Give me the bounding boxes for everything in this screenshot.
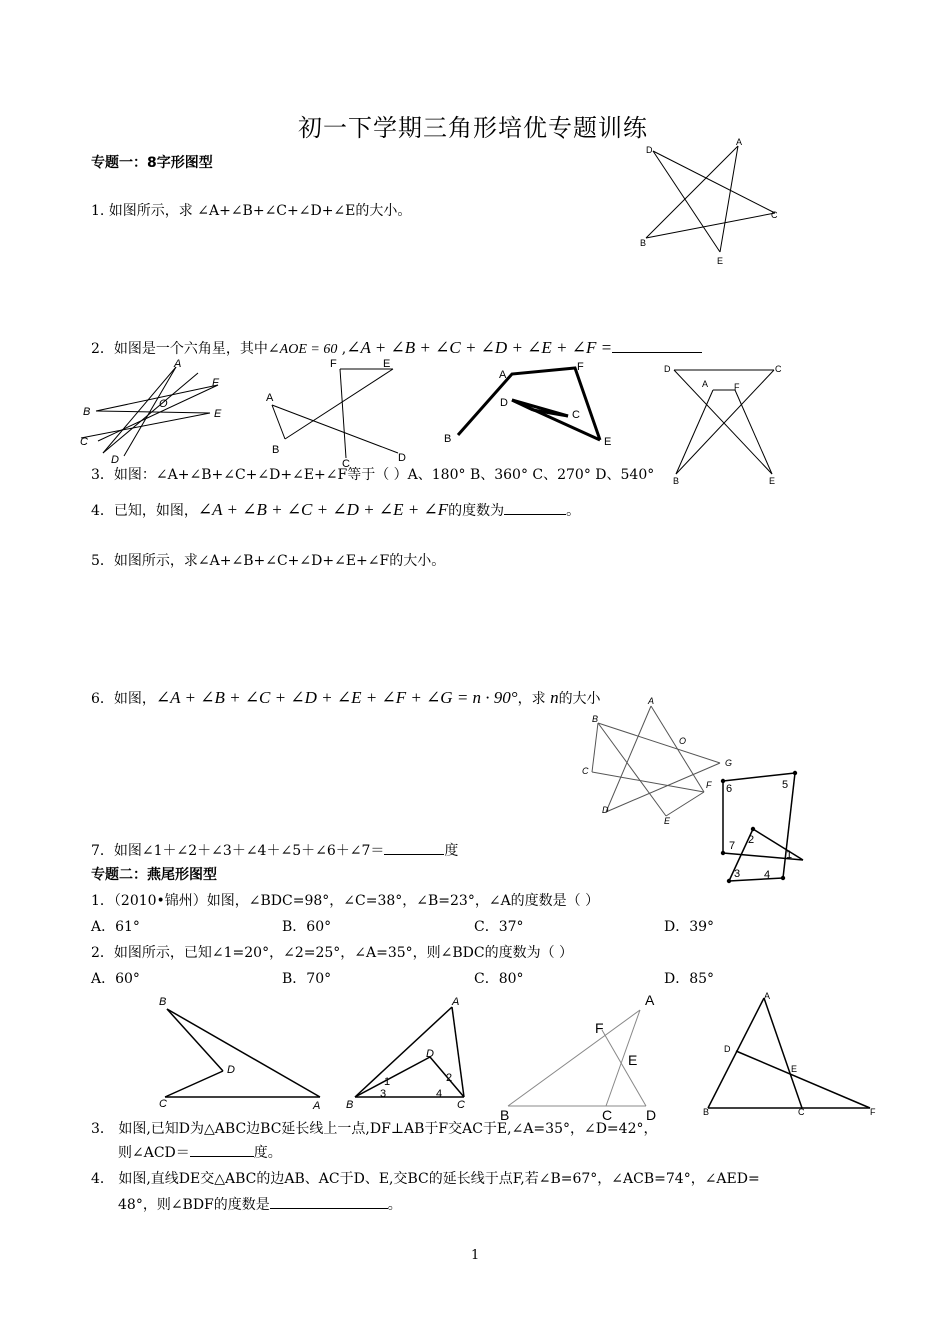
label-F: F [734,382,740,392]
figure-q3 [260,355,420,470]
label-F: F [330,358,337,370]
label-A: A [645,992,655,1008]
label-1: 1 [786,849,793,861]
label-A: A [313,1100,321,1112]
label-A: A [648,696,655,706]
question-1-6: 6．如图，∠A + ∠B + ∠C + ∠D + ∠E + ∠F + ∠G = n · 90°，求 n的大小 [91,688,601,707]
option-2-1-b: B．60° [282,919,332,935]
option-2-2-c: C．80° [474,971,524,987]
option-2-1-c: C．37° [474,919,524,935]
label-D: D [227,1064,235,1076]
label-3: 3 [380,1088,387,1100]
label-C: C [771,210,778,220]
option-2-2-d: D．85° [664,971,715,987]
label-E: E [214,408,222,420]
label-D: D [664,364,671,374]
label-3: 3 [734,868,741,880]
label-D: D [500,397,508,409]
question-2-3-line2: 则∠ACD＝ 度。 [118,1142,282,1162]
label-B: B [703,1107,710,1117]
label-C: C [582,766,589,776]
label-E: E [664,816,671,826]
label-E: E [628,1052,638,1068]
label-A: A [266,392,274,404]
section-heading-2: 专题二：燕尾形图型 [91,867,217,883]
question-2-4: 4． 如图,直线DE交△ABC的边AB、AC于D、E,交BC的延长线于点F,若∠B=67°，∠ACB=74°，∠AED= [91,1171,760,1187]
figure-hexagram [78,355,238,465]
label-B: B [346,1099,354,1111]
label-B: B [592,714,599,724]
label-D: D [111,454,119,466]
label-D: D [646,1107,657,1123]
question-1-1: 1. 如图所示，求 ∠A+∠B+∠C+∠D+∠E的大小。 [91,203,412,219]
question-1-4: 4．已知，如图，∠A + ∠B + ∠C + ∠D + ∠E + ∠F的度数为 。 [91,500,581,519]
label-O: O [159,398,168,410]
question-2-1: 1．（2010•锦州）如图，∠BDC=98°，∠C=38°，∠B=23°，∠A的度数是（ ） [91,893,600,909]
label-6: 6 [726,783,733,795]
label-B: B [272,444,280,456]
label-2: 2 [446,1072,453,1084]
label-B: B [673,476,680,486]
label-C: C [342,458,350,470]
label-F: F [212,377,219,389]
label-F: F [870,1107,876,1117]
label-A: A [174,358,182,370]
label-A: A [736,137,743,147]
label-C: C [159,1098,167,1110]
label-F: F [577,361,584,373]
label-D: D [724,1044,731,1054]
label-E: E [604,436,612,448]
section-heading-1: 专题一：8字形图型 [91,155,213,171]
option-2-2-b: B．70° [282,971,332,987]
label-E: E [717,256,724,266]
label-B: B [640,238,647,248]
label-D: D [602,805,609,815]
label-D: D [646,145,653,155]
figure-q5 [660,360,790,485]
label-O: O [679,736,687,746]
page-title: 初一下学期三角形培优专题训练 [298,114,648,142]
label-E: E [791,1064,798,1074]
figure-star [636,134,786,269]
figure-triangle-q3 [498,990,668,1123]
label-C: C [80,436,88,448]
label-5: 5 [782,779,789,791]
label-C: C [457,1099,465,1111]
label-A: A [764,991,771,1001]
question-1-5: 5．如图所示，求∠A+∠B+∠C+∠D+∠E+∠F的大小。 [91,553,446,569]
figure-triangle-q4 [700,990,885,1115]
label-D: D [398,452,406,464]
option-2-2-a: A．60° [91,971,140,987]
figure-q7 [715,765,810,890]
figure-q4 [440,360,625,450]
label-7: 7 [729,840,736,852]
question-2-4-line2: 48°，则∠BDF的度数是 。 [118,1194,402,1214]
figure-dart-2 [342,995,477,1110]
label-C: C [572,409,580,421]
label-4: 4 [436,1088,443,1100]
label-B: B [500,1107,510,1123]
label-C: C [798,1107,805,1117]
option-2-1-d: D．39° [664,919,715,935]
label-A: A [702,379,709,389]
label-A: A [452,996,460,1008]
label-G: G [725,758,733,768]
question-1-3: 3．如图：∠A+∠B+∠C+∠D+∠E+∠F等于（ ）A、180° B、360° C、270° D、540° [91,467,655,483]
label-E: E [769,476,776,486]
label-A: A [499,369,507,381]
option-2-1-a: A．61° [91,919,140,935]
label-2: 2 [748,834,755,846]
label-C: C [602,1107,613,1123]
label-C: C [775,364,782,374]
figure-dart-1 [155,995,335,1110]
label-F: F [595,1020,604,1036]
label-E: E [383,358,391,370]
question-2-3: 3． 如图,已知D为△ABC边BC延长线上一点,DF⊥AB于F交AC于E,∠A=35°，∠D=42°， [91,1121,658,1137]
question-1-7: 7．如图∠1＋∠2＋∠3＋∠4＋∠5＋∠6＋∠7＝ 度 [91,840,458,860]
page-number: 1 [471,1248,480,1263]
label-B: B [83,406,91,418]
question-1-2: 2．如图是一个六角星，其中∠AOE = 60 ,∠A + ∠B + ∠C + ∠D + ∠E + ∠F = [91,338,702,358]
label-1: 1 [384,1076,391,1088]
label-D: D [426,1048,434,1060]
label-4: 4 [764,869,771,881]
label-B: B [444,433,452,445]
question-2-2: 2．如图所示，已知∠1=20°，∠2=25°，∠A=35°，则∠BDC的度数为（ ） [91,945,574,961]
label-F: F [706,780,712,790]
label-B: B [159,996,167,1008]
